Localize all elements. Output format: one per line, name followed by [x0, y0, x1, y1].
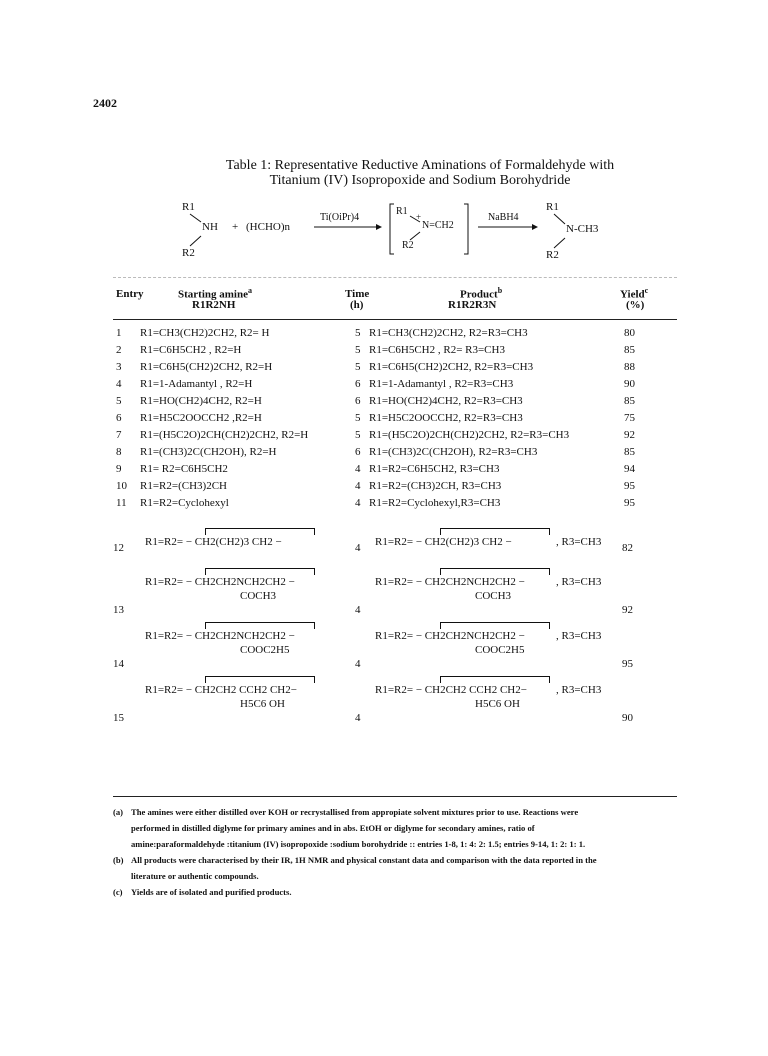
ring-row-yield: 82: [622, 542, 633, 554]
header-yield-sup: c: [644, 286, 649, 295]
ring-row-amine-substituent: COCH3: [240, 590, 277, 602]
ring-bracket: [205, 568, 315, 575]
row-starting-amine: R1=1-Adamantyl , R2=H: [140, 378, 253, 390]
row-entry: 4: [116, 378, 122, 390]
row-time: 6: [355, 378, 361, 390]
ring-row-time: 4: [355, 658, 361, 670]
ring-row-time: 4: [355, 542, 361, 554]
header-product-label: Product: [460, 288, 498, 301]
ring-row-entry: 13: [113, 604, 124, 616]
scheme-hcho: (HCHO)n: [246, 221, 290, 233]
ring-row-product-r3: , R3=CH3: [556, 630, 602, 642]
header-yield-label: Yield: [620, 288, 645, 301]
row-entry: 7: [116, 429, 122, 441]
row-starting-amine: R1= R2=C6H5CH2: [140, 463, 228, 475]
ring-row-product: R1=R2= − CH2CH2 CCH2 CH2−: [375, 684, 527, 696]
footnote-a: [113, 804, 683, 820]
row-entry: 2: [116, 344, 122, 356]
row-time: 4: [355, 480, 361, 492]
row-time: 4: [355, 463, 361, 475]
ring-row-product-substituent: H5C6 OH: [475, 698, 520, 710]
row-time: 5: [355, 429, 361, 441]
row-product: R1=R2=C6H5CH2, R3=CH3: [369, 463, 500, 475]
row-yield: 80: [624, 327, 635, 339]
scheme-iminium: N=CH2: [422, 220, 454, 231]
ring-row-time: 4: [355, 712, 361, 724]
row-product: R1=C6H5(CH2)2CH2, R2=R3=CH3: [369, 361, 534, 373]
row-entry: 5: [116, 395, 122, 407]
header-amine-label: Starting amine: [178, 288, 248, 301]
scheme-r1-mid: R1: [396, 206, 408, 217]
ring-bracket: [440, 622, 550, 629]
scheme-reagent1: Ti(OiPr)4: [320, 212, 360, 223]
ring-row-entry: 12: [113, 542, 124, 554]
footnotes: [113, 804, 683, 900]
header-product-formula: R1R2R3N: [448, 299, 497, 311]
ring-bracket: [440, 676, 550, 683]
ring-bracket: [440, 528, 550, 535]
footnote-b-line2: literature or authentic compounds.: [131, 871, 259, 881]
row-time: 5: [355, 327, 361, 339]
scheme-nh: NH: [202, 221, 218, 233]
ring-row-product-r3: , R3=CH3: [556, 576, 602, 588]
ring-row-starting-amine: R1=R2= − CH2CH2 CCH2 CH2−: [145, 684, 297, 696]
row-entry: 1: [116, 327, 122, 339]
row-entry: 8: [116, 446, 122, 458]
scheme-plus: +: [232, 221, 239, 233]
row-product: R1=HO(CH2)4CH2, R2=R3=CH3: [369, 395, 523, 407]
row-time: 5: [355, 361, 361, 373]
row-starting-amine: R1=C6H5CH2 , R2=H: [140, 344, 242, 356]
footnote-b-label: (b): [113, 855, 124, 865]
ring-bracket: [440, 568, 550, 575]
ring-bracket: [205, 676, 315, 683]
ring-row-entry: 15: [113, 712, 124, 724]
scheme-r2-left: R2: [182, 247, 195, 259]
row-entry: 10: [116, 480, 127, 492]
row-yield: 94: [624, 463, 635, 475]
row-starting-amine: R1=CH3(CH2)2CH2, R2= H: [140, 327, 270, 339]
ring-row-product-r3: , R3=CH3: [556, 536, 602, 548]
ring-row-time: 4: [355, 604, 361, 616]
scheme-r1-right: R1: [546, 201, 559, 213]
row-yield: 90: [624, 378, 635, 390]
ring-row-amine-substituent: H5C6 OH: [240, 698, 285, 710]
ring-row-product-r3: , R3=CH3: [556, 684, 602, 696]
header-entry: Entry: [116, 288, 144, 300]
scheme-charge: +: [416, 212, 422, 222]
row-yield: 95: [624, 480, 635, 492]
scheme-r2-right: R2: [546, 249, 559, 261]
header-amine-sup: a: [247, 286, 252, 295]
row-product: R1=H5C2OOCCH2, R2=R3=CH3: [369, 412, 523, 424]
row-yield: 92: [624, 429, 635, 441]
scheme-r1-left: R1: [182, 201, 195, 213]
header-rule: [113, 319, 677, 320]
row-yield: 85: [624, 446, 635, 458]
row-entry: 11: [116, 497, 127, 509]
ring-row-starting-amine: R1=R2= − CH2CH2NCH2CH2 −: [145, 630, 295, 642]
footnote-b: [113, 852, 683, 868]
footnote-c-label: (c): [113, 887, 123, 897]
footnote-b-line1: All products were characterised by their IR, 1H NMR and physical constant data and comparison with the data reported in the: [131, 855, 597, 865]
row-product: R1=CH3(CH2)2CH2, R2=R3=CH3: [369, 327, 528, 339]
row-time: 6: [355, 395, 361, 407]
row-starting-amine: R1=(H5C2O)2CH(CH2)2CH2, R2=H: [140, 429, 309, 441]
row-starting-amine: R1=R2=(CH3)2CH: [140, 480, 227, 492]
footnote-a-line1: The amines were either distilled over KOH or recrystallised from appropiate solvent mixtures prior to use. Reactions were: [131, 807, 579, 817]
row-yield: 85: [624, 344, 635, 356]
row-product: R1=1-Adamantyl , R2=R3=CH3: [369, 378, 514, 390]
header-time: Time: [345, 288, 370, 300]
row-yield: 75: [624, 412, 635, 424]
footnote-c-line1: Yields are of isolated and purified products.: [131, 887, 292, 897]
scheme-r2-mid: R2: [402, 240, 414, 251]
row-time: 6: [355, 446, 361, 458]
row-starting-amine: R1=(CH3)2C(CH2OH), R2=H: [140, 446, 277, 458]
row-time: 5: [355, 412, 361, 424]
ring-bracket: [205, 528, 315, 535]
header-time-unit: (h): [350, 299, 364, 311]
ring-row-yield: 92: [622, 604, 633, 616]
ring-row-yield: 95: [622, 658, 633, 670]
footnote-a-line3: amine:paraformaldehyde :titanium (IV) isopropoxide :sodium borohydride :: entries 1-8, 1: 4: 2: 1.5; entries 9-14, 1: 2: 1: 1.: [131, 839, 586, 849]
header-amine-formula: R1R2NH: [192, 299, 236, 311]
row-starting-amine: R1=C6H5(CH2)2CH2, R2=H: [140, 361, 273, 373]
row-product: R1=(CH3)2C(CH2OH), R2=R3=CH3: [369, 446, 538, 458]
bottom-rule: [113, 796, 677, 797]
top-rule: [113, 277, 677, 278]
ring-row-product: R1=R2= − CH2(CH2)3 CH2 −: [375, 536, 512, 548]
row-product: R1=(H5C2O)2CH(CH2)2CH2, R2=R3=CH3: [369, 429, 570, 441]
ring-row-starting-amine: R1=R2= − CH2CH2NCH2CH2 −: [145, 576, 295, 588]
row-yield: 95: [624, 497, 635, 509]
row-yield: 85: [624, 395, 635, 407]
row-entry: 3: [116, 361, 122, 373]
row-entry: 6: [116, 412, 122, 424]
scheme-reagent2: NaBH4: [488, 212, 519, 223]
ring-row-amine-substituent: COOC2H5: [240, 644, 290, 656]
footnote-a-label: (a): [113, 807, 124, 817]
footnote-a-line2: performed in distilled diglyme for primary amines and in abs. EtOH or diglyme for secondary amines, ratio of: [131, 823, 535, 833]
row-entry: 9: [116, 463, 122, 475]
ring-row-yield: 90: [622, 712, 633, 724]
row-starting-amine: R1=HO(CH2)4CH2, R2=H: [140, 395, 262, 407]
row-time: 5: [355, 344, 361, 356]
ring-row-starting-amine: R1=R2= − CH2(CH2)3 CH2 −: [145, 536, 282, 548]
page-number: 2402: [93, 96, 117, 110]
header-yield-unit: (%): [626, 299, 645, 311]
scheme-product: N-CH3: [566, 223, 599, 235]
row-time: 4: [355, 497, 361, 509]
ring-bracket: [205, 622, 315, 629]
footnote-c: [113, 884, 683, 900]
row-starting-amine: R1=H5C2OOCCH2 ,R2=H: [140, 412, 262, 424]
ring-row-entry: 14: [113, 658, 124, 670]
row-product: R1=R2=(CH3)2CH, R3=CH3: [369, 480, 502, 492]
row-starting-amine: R1=R2=Cyclohexyl: [140, 497, 229, 509]
reaction-scheme: [170, 198, 630, 270]
ring-row-product-substituent: COCH3: [475, 590, 512, 602]
header-product-sup: b: [497, 286, 503, 295]
table-title-line2: Titanium (IV) Isopropoxide and Sodium Borohydride: [269, 173, 571, 188]
table-title-line1: Table 1: Representative Reductive Aminations of Formaldehyde with: [225, 158, 615, 173]
row-product: R1=R2=Cyclohexyl,R3=CH3: [369, 497, 501, 509]
ring-row-product: R1=R2= − CH2CH2NCH2CH2 −: [375, 576, 525, 588]
row-product: R1=C6H5CH2 , R2= R3=CH3: [369, 344, 505, 356]
ring-row-product-substituent: COOC2H5: [475, 644, 525, 656]
ring-row-product: R1=R2= − CH2CH2NCH2CH2 −: [375, 630, 525, 642]
row-yield: 88: [624, 361, 635, 373]
